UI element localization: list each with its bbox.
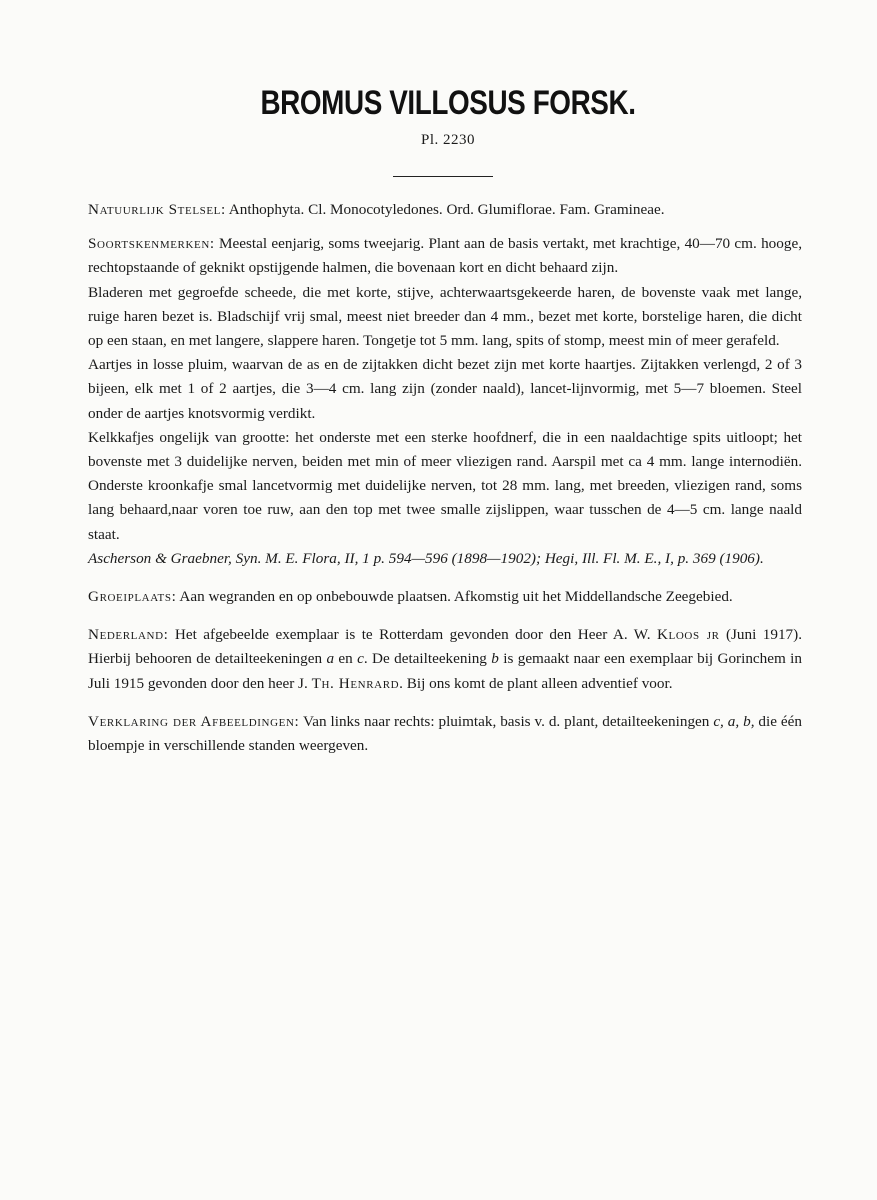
paragraph-text: . Bij ons komt de plant alleen adventief voor.	[399, 674, 673, 692]
page-title: BROMUS VILLOSUS FORSK.	[260, 84, 636, 122]
title-divider	[393, 176, 493, 177]
paragraph-text: (Juni 1917). Hierbij behooren de detailteekeningen	[88, 626, 802, 668]
plate-number: Pl. 2230	[420, 132, 475, 148]
section-label: Natuurlijk Stelsel:	[88, 201, 226, 218]
collector-name: Kloos jr	[656, 626, 720, 644]
paragraph-text: Aan wegranden en op onbebouwde plaatsen. Afkomstig uit het Middellandsche Zeegebied.	[176, 588, 733, 606]
paragraph-text: is gemaakt naar een exemplaar bij Gorinchem in Juli 1915 gevonden door den heer J.	[88, 650, 802, 692]
paragraph-text: . De detailteekening	[363, 650, 492, 668]
reference-text: Ascherson & Graebner, Syn. M. E. Flora, II, 1 p. 594—596 (1898—1902); Hegi, Ill. Fl. M. E., I, p. 369 (1906).	[88, 549, 764, 567]
groeiplaats-paragraph	[88, 585, 802, 609]
figure-letter: a	[326, 650, 335, 668]
paragraph-text: Het afgebeelde exemplaar is te Rotterdam gevonden door den Heer A. W.	[168, 626, 657, 644]
figure-letter: b	[491, 650, 499, 668]
verklaring-paragraph	[88, 710, 802, 758]
paragraph-text: die één bloempje in verschillende standen weergeven.	[88, 712, 802, 755]
paragraph-text: Kelkkafjes ongelijk van grootte: het onderste met een sterke hoofdnerf, die in een naaldachtige spits uitloopt; het bovenste met 3 duidelijke nerven, beiden met min of meer vliezigen rand. Aarspil met ca 4 mm. lange internodiën. Onderste kroonkafje smal lancetvormig met duidelijke nerven, tot 28 mm. lang, met breeden, vliezigen rand, soms lang behaard,naar voren toe ruw, aan den top met twee smalle zijslippen, waar tusschen de 4—5 cm. lange naald staat.	[88, 428, 802, 543]
document-body	[88, 198, 802, 758]
section-label: Groeiplaats:	[88, 588, 177, 606]
kelkkafjes-paragraph	[88, 426, 802, 547]
figure-letters: c, a, b,	[713, 712, 755, 730]
aartjes-paragraph	[88, 353, 802, 426]
paragraph-text: Meestal eenjarig, soms tweejarig. Plant aan de basis vertakt, met krachtige, 40—70 cm. hooge, rechtopstaande of geknikt opstijgende halmen, die bovenaan kort en dicht behaard zijn.	[88, 235, 802, 277]
paragraph-text: Aartjes in losse pluim, waarvan de as en de zijtakken dicht bezet zijn met korte haartjes. Zijtakken verlengd, 2 of 3 bijeen, elk met 1 of 2 aartjes, die 3—4 cm. lang zijn (zonder naald), lancet-lijnvormig, met 5—7 bloemen. Steel onder de aartjes knotsvormig verdikt.	[88, 356, 802, 422]
paragraph-text: Bladeren met gegroefde scheede, die met korte, stijve, achterwaartsgekeerde haren, de bovenste vaak met lange, ruige haren bezet is. Bladschijf vrij smal, meest niet breeder dan 4 mm., bezet met korte, borstelige haren, die dicht op een staan, en met langere, slappere haren. Tongetje tot 5 mm. lang, spits of stomp, meest min of meer gerafeld.	[88, 283, 802, 350]
section-label: Verklaring der Afbeeldingen:	[88, 712, 300, 730]
paragraph-text: en	[334, 650, 358, 668]
literature-reference	[88, 547, 802, 571]
section-label: Nederland:	[88, 626, 169, 644]
bladeren-paragraph	[88, 281, 802, 354]
figure-letter: c	[357, 650, 364, 668]
natuurlijk-stelsel-paragraph	[88, 198, 802, 222]
nederland-paragraph	[88, 623, 802, 696]
paragraph-text: Van links naar rechts: pluimtak, basis v. d. plant, detailteekeningen	[299, 712, 714, 730]
collector-name: Th. Henrard	[311, 674, 400, 692]
section-label: Soortskenmerken:	[88, 235, 215, 253]
soortskenmerken-paragraph	[88, 232, 802, 280]
paragraph-text: Anthophyta. Cl. Monocotyledones. Ord. Glumiflorae. Fam. Gramineae.	[225, 201, 665, 218]
